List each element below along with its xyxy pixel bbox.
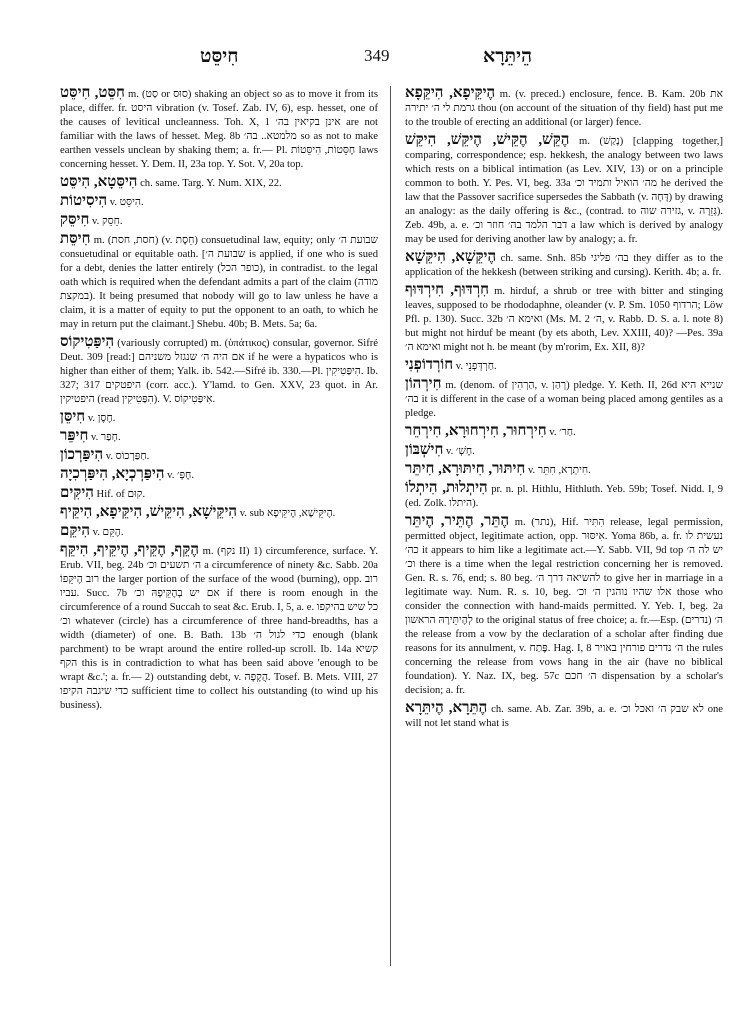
dictionary-entry xyxy=(60,429,378,445)
entry-definition: v. חַפַּרְכוֹס. xyxy=(105,451,150,462)
dictionary-entry xyxy=(405,86,723,130)
dictionary-entry xyxy=(60,467,378,483)
entry-headword: הִיקֵּישָׁא, הִיקֵּישׁ, הִיקֵּיפָא, הִיקֵּיף xyxy=(60,504,238,520)
entry-headword: חִיסֵּק xyxy=(60,212,90,228)
entry-headword: הֶתֵּר, הֶתֵּיר, הֶיתֵּר xyxy=(405,513,510,529)
entry-headword: הִיסִיטוֹת xyxy=(60,193,108,209)
entry-definition: m. (נתר), Hif. הִתִּיר release, legal permission, permitted object, legitimate action, opp. אִיסּוּר. Yoma 86b, a. fr. נעשית לו כה׳ it appears to him like a legitimate act.—Y. Sabb. VII, 9d top יש לה ה׳ וכ׳ there is a time when the legal restriction concerning her is removed. Gen. R. s. 76, end; s. 80 beg. להשיאה דרך ה׳ to give her in marriage in a legitimate way. Num. R. s. 10, beg. אלו שהיו נוהגין ה׳ וכ׳ those who consider the connection with hand-maids permitted. Y. Yeb. I, beg. 2a לְהֶיתֵּירָהּ הראשון to the original status of free choice; a. fr.—Esp. ה׳ (נדרים) the release from a vow by the declaration of a scholar after finding due reasons for its annulment, v. פֶּתַח. Hag. I, 8 ה׳ נדרים פורחין באויר the rules concerning the release from vows hang in the air (have no biblical foundation). Y. Naz. IX, beg. 57c ה׳ חכם dispensation by a scholar's decision; a. fr. xyxy=(405,517,724,696)
entry-definition: v. הֶקֵּם. xyxy=(92,527,124,538)
entry-definition: v. הִיסֵּט. xyxy=(109,197,144,208)
entry-headword: הִיפַּרְכְיָא, הִיפַּרְכִיָה xyxy=(60,466,165,482)
dictionary-entry xyxy=(405,424,723,440)
dictionary-entry xyxy=(405,443,723,459)
entry-definition: m. (v. preced.) enclosure, fence. B. Kam. 20b את גרמת לי ה׳ יתירה thou (on account of the situation of thy field) hast put me to the trouble of erecting an additional (or larger) fence. xyxy=(405,89,723,128)
entry-definition: v. חֶשְׁ׳. xyxy=(445,446,475,457)
dictionary-entry xyxy=(60,232,378,332)
entry-definition: m. (חסת, חסת) (v. חֵסֶת) consuetudinal law, equity; only שבועת ה׳ consuetudinal or equitable oath. [שבועת ה׳ is applied, if one who is sued for a debt, denies the latter entirely (כופר הכל), in contradist. to the legal oath which is required when the defendant admits a part of the claim (מודה במקצת). It being presumed that nobody will go to law unless he have a claim, it is a matter of equity to put the opponent to an oath, to which he may in return put the claimant.] Shebu. 40b; B. Mets. 5a; 6a. xyxy=(60,235,378,330)
dictionary-entry xyxy=(405,701,723,731)
dictionary-entry xyxy=(405,250,723,280)
left-running-head: חִיסֵּט xyxy=(200,46,239,67)
entry-definition: m. hirduf, a shrub or tree with bitter and stinging leaves, supposed to be rhododaphne, oleander (v. P. Sm. 1050 הרדוף; Löw Pfl. p. 130). Succ. 32b ואימא ה׳ (Ms. M. 2 ה׳, v. Rabb. D. S. a. l. note 8) but might not hirduf be meant (by ets aboth, Lev. XXIII, 40)? —Pes. 39a ואימא ה׳ might not h. be meant (by m'rorim, Ex. XII, 8)? xyxy=(405,286,723,353)
dictionary-entry xyxy=(60,86,378,172)
dictionary-entry xyxy=(405,283,723,355)
entry-definition: v. חֶפְּ׳. xyxy=(167,470,194,481)
entry-headword: הִיקִּים xyxy=(60,485,94,501)
entry-headword: חִירְחוּר, חִירְחוּרָא, חִירְחֵר xyxy=(405,423,547,439)
dictionary-entry xyxy=(405,481,723,511)
entry-definition: m. (סַט or סוּס) shaking an object so as to move it from its place, differ. fr. היסט vibration (v. Tosef. Zab. IV, 6), esp. hesset, one of the causes of levitical uncleanness. Toh. X, 1 אינן בקיאין בה׳ are not familiar with the laws of hesset. Meg. 8b מלמטא.. בה׳ so as not to make earthen vessels unclean by shaking them; a. fr.— Pl. חֶסֵּטוֹת, הִיסֵּטוֹת laws concerning hesset. Y. Dem. II, 23a top. Y. Sot. V, 20a top. xyxy=(60,89,378,170)
entry-definition: v. חָפַר. xyxy=(91,432,121,443)
entry-definition: v. sub הֶיקֵּישָׁא, הֶיקֵּיפָא. xyxy=(239,508,336,519)
entry-headword: הֶיקֵּשָׁא, הִיקֵּשָׁא xyxy=(405,249,497,265)
entry-headword: הִיפַּרְכוֹן xyxy=(60,447,104,463)
entry-headword: הִיקֵּם xyxy=(60,523,90,539)
entry-definition: v. חֵסֵק. xyxy=(92,216,123,227)
entry-headword: חִירְהוֹן xyxy=(405,376,442,392)
entry-headword: חִיתּוּר, חִיתּוּרָא, חִיתֵּר xyxy=(405,461,526,477)
entry-definition: m. (נָקַשׁ) [clapping together,] comparing, correspondence; esp. hekkesh, the analogy between two laws which rests on a biblical intimation (as Lev. XIV, 13) or on a principle common to both. Y. Pes. VI, beg. 33a מה׳ הואיל ותמיד וכ׳ he derived the law that the Passover sacrifice supersedes the Sabbath (v. דָּחָה) by drawing an analogy: as the daily offering is &c., (contrad. to גזירה שוה, v. גְּזֵרָה). Zeb. 49b, a. e. דבר הלמד בה׳ חוזר וכ׳ a law which is derived by analogy may be used for deriving another law by analogy; a. fr. xyxy=(405,136,724,245)
dictionary-entry xyxy=(60,194,378,210)
entry-headword: הִיתְלוּת, הִיתְלוֹ xyxy=(405,480,488,496)
right-column xyxy=(405,86,723,734)
dictionary-entry xyxy=(60,213,378,229)
entry-definition: ch. same. Snh. 85b בה׳ פליגי they differ as to the application of the hekkesh (between striking and cursing). Kerith. 4b; a. fr. xyxy=(405,253,723,278)
dictionary-entry xyxy=(60,543,378,713)
entry-definition: pr. n. pl. Hithlu, Hithluth. Yeb. 59b; Tosef. Nidd. I, 9 (ed. Zolk. היתלו). xyxy=(405,484,724,509)
entry-headword: חִיסֵּן xyxy=(60,409,86,425)
page-header xyxy=(0,46,750,70)
dictionary-entry xyxy=(60,410,378,426)
entry-headword: חִיפֵּר xyxy=(60,428,89,444)
entry-definition: (variously corrupted) m. (ὑπάτικος) consular, governor. Sifré Deut. 309 [read:] אם היה ה׳ שנגזל משניהם if he were a hypaticos who is higher than either of them; Yalk. ib. 542.—Sifré ib. 330.—Pl. הִיפַּטִיקִין. Ib. 327; 317 היפטקים (corr. acc.). Y'lamd. to Gen. XXV, 23 quot. in Ar. היפטיקין (read הִפַּטִיקִין). V. אִיפַּטִיקוֹס. xyxy=(60,338,378,405)
entry-definition: ch. same. Ab. Zar. 39b, a. e. לא שבק ה׳ ואכל וכ׳ one will not let stand what is xyxy=(405,704,723,729)
entry-definition: Hif. of קוּם. xyxy=(96,489,146,500)
dictionary-entry xyxy=(60,486,378,502)
entry-headword: הֶיקֵּיפָא, הִיקֵּפָא xyxy=(405,85,496,101)
right-running-head: הֵיתֵּרָא xyxy=(483,46,533,67)
dictionary-entry xyxy=(405,133,723,247)
entry-definition: v. חַרְדְּפְנֵי. xyxy=(455,361,497,372)
dictionary-entry xyxy=(405,514,723,698)
entry-headword: חִרְדּוּף, חִירְדּוּף xyxy=(405,282,490,298)
entry-definition: v. חַר׳. xyxy=(549,427,576,438)
dictionary-entry xyxy=(60,448,378,464)
left-column xyxy=(60,86,378,716)
dictionary-entry xyxy=(60,175,378,191)
entry-definition: m. (denom. of הַרְהִין, v. רְהַן) pledge. Y. Keth. II, 26d שנייא היא בה׳ it is different in the case of a woman being placed among gentiles as a pledge. xyxy=(405,380,723,419)
entry-headword: הֶקֵּשׁ, הֶקֵּישׁ, הֶיקֵּשׁ, הִיקֵּשׁ xyxy=(405,132,570,148)
entry-headword: הִיפַּטִיקוֹס xyxy=(60,334,115,350)
entry-headword: הֶתֵּרָא, הֶיתֵּרָא xyxy=(405,700,488,716)
entry-headword: חִישְׁבּוֹן xyxy=(405,442,444,458)
dictionary-entry xyxy=(405,462,723,478)
entry-headword: הֶקֵּף, הֶקֵּיף, הֶיקֵּיף, הִיקֵּף xyxy=(60,542,199,558)
entry-headword: חוֹרְדוֹפְנִי xyxy=(405,357,454,373)
entry-definition: ch. same. Targ. Y. Num. XIX, 22. xyxy=(140,178,282,189)
entry-headword: הִיסֵּטָא, הִיסֵּט xyxy=(60,174,138,190)
dictionary-entry xyxy=(405,358,723,374)
entry-definition: v. חֶסֶן. xyxy=(87,413,116,424)
entry-definition: v. חִיתְרָא, חִתֵּר. xyxy=(527,465,591,476)
dictionary-entry xyxy=(60,505,378,521)
dictionary-entry xyxy=(60,524,378,540)
page-number: 349 xyxy=(364,46,390,65)
entry-headword: חִיסֵּת xyxy=(60,231,91,247)
entry-headword: חִסֵּט, חִיסֵּט xyxy=(60,85,125,101)
dictionary-entry xyxy=(60,335,378,407)
column-divider xyxy=(390,86,391,966)
dictionary-entry xyxy=(405,377,723,421)
entry-definition: m. (נקף II) 1) circumference, surface. Y. Erub. VII, beg. 24b ה׳ תשעים וכ׳ a circumference of ninety &c. Sabb. 20a רוב הֶיקֵּפוֹ the larger portion of the surface of the wood (burning), opp. רוב עביו. Succ. 7b אם יש בְהֶקֵּיפָהּ וכ׳ if there is room enough in the circumference of a round Succah to seat &c. Erub. I, 5, a. e. כל שיש בהיקפו וכ׳ whatever (circle) has a circumference of three hand-breadths, has a width (diameter) of one. B. Bath. 13b כדי לגול ה׳ enough (blank parchment) to be wrapt around the entire rolled-up scroll. Ib. 14a קשיא הקף this is in contradiction to what has been said above 'enough to be wrapt &c.'; a. fr.— 2) outstanding debt, v. הֲקָפָה. Tosef. B. Mets. VIII, 27 כדי שיגבה הקיפו sufficient time to collect his outstanding (to wind up his business). xyxy=(60,546,379,711)
